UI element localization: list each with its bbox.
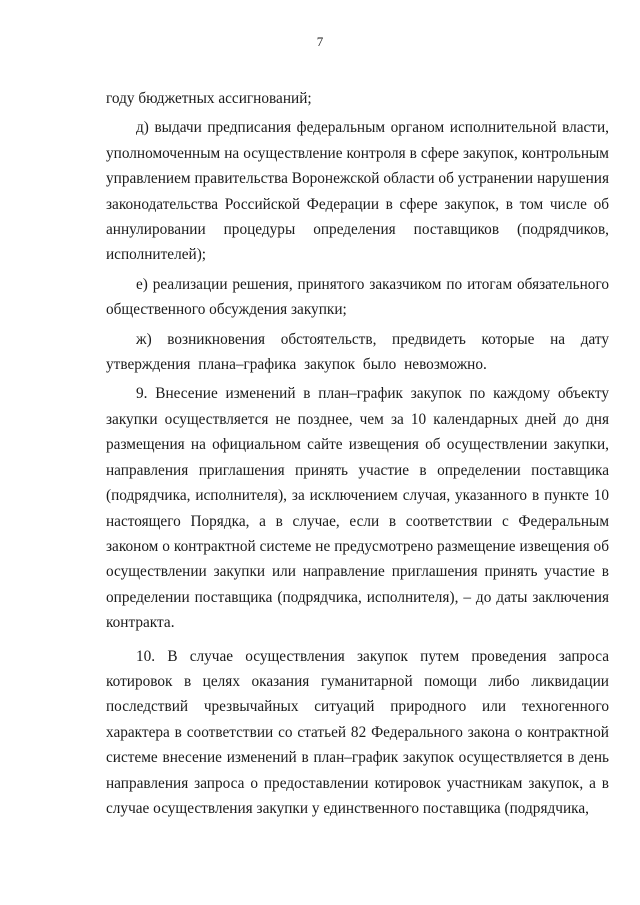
document-body <box>106 86 609 821</box>
paragraph-clause-9: 9. Внесение изменений в план–график закупок по каждому объекту закупки осуществляется не позднее, чем за 10 календарных дней до дня размещения на официальном сайте извещения об осуществлении закупки, направления приглашения принять участие в определении поставщика (подрядчика, исполнителя), за исключением случая, указанного в пункте 10 настоящего Порядка, а в случае, если в соответствии с Федеральным законом о контрактной системе не предусмотрено размещение извещения об осуществлении закупки или направление приглашения принять участие в определении поставщика (подрядчика, исполнителя), – до даты заключения контракта. <box>106 385 609 632</box>
page-number: 7 <box>316 34 324 49</box>
paragraph-item-d: д) выдачи предписания федеральным органом исполнительной власти, уполномоченным на осуществление контроля в сфере закупок, контрольным управлением правительства Воронежской области об устранении нарушения законодательства Российской Федерации в сфере закупок, в том числе об аннулировании процедуры определения поставщиков (подрядчиков, исполнителей); <box>106 119 609 264</box>
paragraph-clause-10: 10. В случае осуществления закупок путем проведения запроса котировок в целях оказания гуманитарной помощи либо ликвидации последствий чрезвычайных ситуаций природного или техногенного характера в соответствии со статьей 82 Федерального закона о контрактной системе внесение изменений в план–график закупок осуществляется в день направления запроса о предоставлении котировок участникам закупок, а в случае осуществления закупки у единственного поставщика (подрядчика, <box>106 647 609 817</box>
paragraph-continuation: году бюджетных ассигнований; <box>106 90 312 107</box>
paragraph-item-e: е) реализации решения, принятого заказчиком по итогам обязательного общественного обсуждения закупки; <box>106 275 609 319</box>
paragraph-item-zh: ж) возникновения обстоятельств, предвидеть которые на дату утверждения плана–графика закупок было невозможно. <box>106 330 609 374</box>
